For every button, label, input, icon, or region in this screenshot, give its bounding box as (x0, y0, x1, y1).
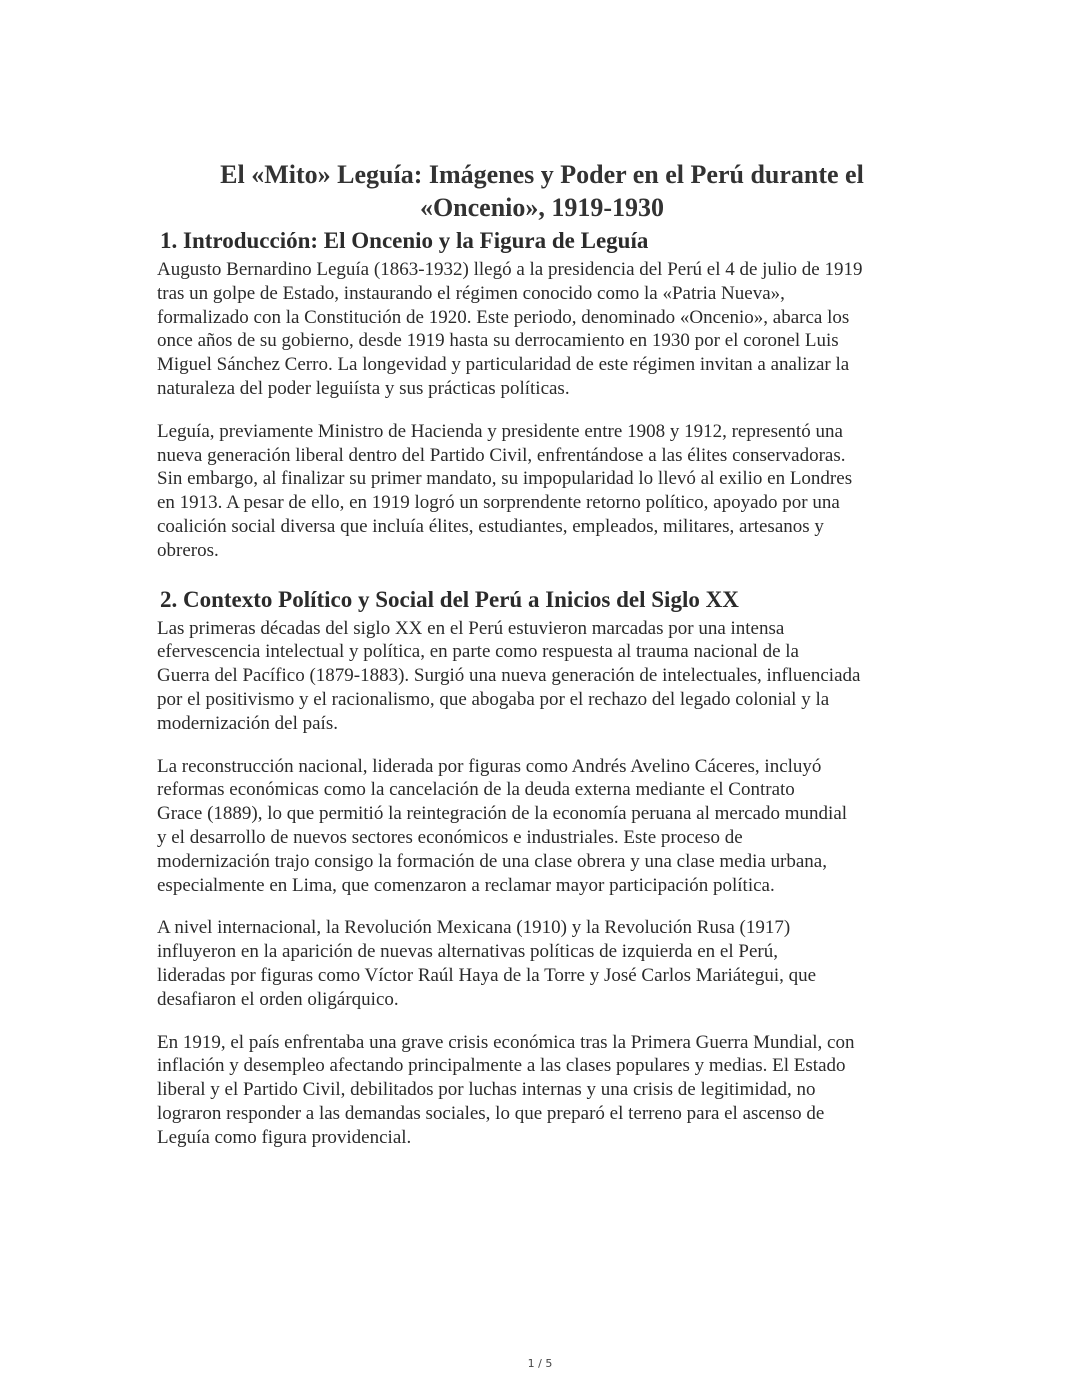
text-line: Guerra del Pacífico (1879-1883). Surgió una nueva generación de intelectuales, influenciada (157, 665, 861, 687)
document-page (157, 158, 927, 1169)
text-line: obreros. (157, 539, 219, 561)
section-2 (157, 585, 927, 1150)
paragraph (157, 916, 927, 1011)
text-line: por el positivismo y el racionalismo, que abogaba por el rechazo del legado colonial y la (157, 688, 830, 710)
paragraph (157, 755, 927, 898)
text-line: nueva generación liberal dentro del Partido Civil, enfrentándose a las élites conservadoras. (157, 444, 846, 466)
sections (157, 226, 927, 1150)
text-line: Sin embargo, al finalizar su primer mandato, su impopularidad lo llevó al exilio en Londres (157, 468, 853, 490)
paragraph (157, 617, 927, 736)
title-line: «Oncenio», 1919-1930 (419, 193, 665, 222)
document-title (157, 158, 927, 224)
text-line: liberal y el Partido Civil, debilitados por luchas internas y una crisis de legitimidad, no (157, 1079, 816, 1101)
text-line: formalizado con la Constitución de 1920. Este periodo, denominado «Oncenio», abarca los (157, 306, 850, 328)
text-line: Augusto Bernardino Leguía (1863-1932) llegó a la presidencia del Perú el 4 de julio de 1919 (157, 259, 863, 280)
text-line: lideradas por figuras como Víctor Raúl Haya de la Torre y José Carlos Mariátegui, que (157, 964, 817, 986)
text-line: En 1919, el país enfrentaba una grave crisis económica tras la Primera Guerra Mundial, con (157, 1031, 855, 1053)
text-line: naturaleza del poder leguiísta y sus prácticas políticas. (157, 377, 570, 399)
page-number: 1 / 5 (527, 1357, 553, 1370)
text-line: desafiaron el orden oligárquico. (157, 988, 399, 1010)
text-line: Miguel Sánchez Cerro. La longevidad y particularidad de este régimen invitan a analizar la (157, 354, 850, 376)
text-line: La reconstrucción nacional, liderada por figuras como Andrés Avelino Cáceres, incluyó (157, 755, 822, 777)
paragraph (157, 258, 927, 401)
section-1 (157, 226, 927, 563)
text-line: modernización trajo consigo la formación de una clase obrera y una clase media urbana, (157, 850, 827, 872)
title-line: El «Mito» Leguía: Imágenes y Poder en el Perú durante el (220, 160, 864, 189)
text-line: y el desarrollo de nuevos sectores económicos e industriales. Este proceso de (157, 826, 743, 848)
text-line: once años de su gobierno, desde 1919 hasta su derrocamiento en 1930 por el coronel Luis (157, 330, 839, 352)
text-line: efervescencia intelectual y política, en parte como respuesta al trauma nacional de la (157, 641, 799, 663)
text-line: tras un golpe de Estado, instaurando el régimen conocido como la «Patria Nueva», (157, 282, 785, 304)
text-line: inflación y desempleo afectando principalmente a las clases populares y medias. El Estado (157, 1055, 846, 1077)
text-line: en 1913. A pesar de ello, en 1919 logró un sorprendente retorno político, apoyado por una (157, 492, 840, 514)
text-line: modernización del país. (157, 712, 338, 734)
text-line: Las primeras décadas del siglo XX en el Perú estuvieron marcadas por una intensa (157, 617, 785, 639)
text-line: coalición social diversa que incluía élites, estudiantes, empleados, militares, artesanos y (157, 515, 824, 537)
section-heading: 2. Contexto Político y Social del Perú a Inicios del Siglo XX (160, 586, 739, 612)
paragraph (157, 1031, 927, 1150)
section-heading: 1. Introducción: El Oncenio y la Figura de Leguía (160, 228, 649, 253)
text-line: Leguía, previamente Ministro de Hacienda y presidente entre 1908 y 1912, representó una (157, 420, 843, 442)
text-line: A nivel internacional, la Revolución Mexicana (1910) y la Revolución Rusa (1917) (157, 917, 791, 939)
text-line: influyeron en la aparición de nuevas alternativas políticas de izquierda en el Perú, (157, 941, 778, 963)
text-line: Grace (1889), lo que permitió la reintegración de la economía peruana al mercado mundial (157, 803, 848, 825)
paragraph (157, 420, 927, 563)
text-line: reformas económicas como la cancelación de la deuda externa mediante el Contrato (157, 779, 795, 801)
text-line: Leguía como figura providencial. (157, 1126, 412, 1148)
text-line: lograron responder a las demandas sociales, lo que preparó el terreno para el ascenso de (157, 1102, 825, 1124)
text-line: especialmente en Lima, que comenzaron a reclamar mayor participación política. (157, 874, 775, 896)
